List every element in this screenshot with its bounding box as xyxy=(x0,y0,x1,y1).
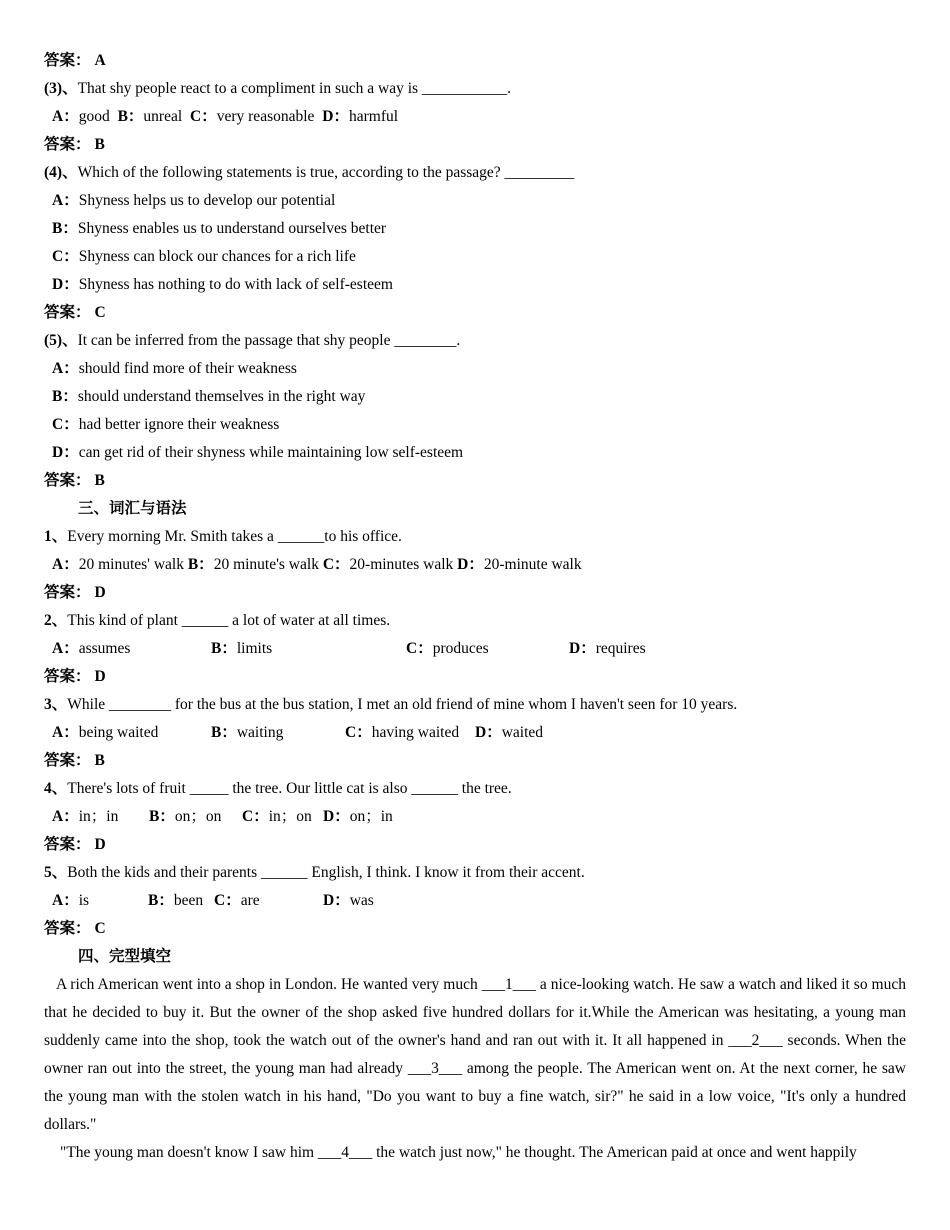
option-key: D： xyxy=(475,724,502,741)
option-text: on；on xyxy=(174,808,222,825)
option-text: in；in xyxy=(78,808,119,825)
option-key: B： xyxy=(52,220,78,237)
option-text: Shyness helps us to develop our potential xyxy=(78,192,336,209)
option-key: C： xyxy=(406,640,433,657)
option-key: A： xyxy=(52,108,79,125)
section-title-vocabulary-grammar: 三、词汇与语法 xyxy=(78,500,187,517)
option-key: A： xyxy=(52,192,79,209)
question-number: 4、 xyxy=(44,780,68,797)
option-text: Shyness has nothing to do with lack of self-esteem xyxy=(78,276,393,293)
question-number: (3)、 xyxy=(44,80,78,97)
answer-line xyxy=(44,831,906,859)
option-key: B： xyxy=(211,640,237,657)
option-line xyxy=(44,243,906,271)
question-text: Both the kids and their parents ______ English, I think. I know it from their accent. xyxy=(67,864,585,881)
option-text: harmful xyxy=(349,108,399,125)
answer-label: 答案： xyxy=(44,752,91,769)
answer-label: 答案： xyxy=(44,136,91,153)
cloze-paragraph-1: A rich American went into a shop in London. He wanted very much ___1___ a nice-looking watch. He saw a watch and liked it so much that he decided to buy it. But the owner of the shop asked five hundred dollars for it.While the American was hesitating, a young man suddenly came into the shop, took the watch out of the owner's hand and ran out with it. It all happened in ___2___ seconds. When the owner ran out into the street, the young man had already ___3___ among the people. The American went on. At the next corner, he saw the young man with the stolen watch in his hand, "Do you want to buy a fine watch, sir?" he said in a low voice, "It's only a hundred dollars." xyxy=(44,976,906,1133)
section-title-cloze: 四、完型填空 xyxy=(78,948,172,965)
answer-value: B xyxy=(94,752,105,769)
option-line xyxy=(44,271,906,299)
cloze-paragraph-2: "The young man doesn't know I saw him ___4___ the watch just now," he thought. The American paid at once and went happily xyxy=(60,1144,857,1161)
grammar-question-2 xyxy=(44,607,906,635)
answer-value: C xyxy=(94,304,106,321)
answer-value: B xyxy=(94,136,105,153)
option-key: B： xyxy=(148,892,174,909)
answer-label: 答案： xyxy=(44,304,91,321)
question-text: That shy people react to a compliment in such a way is ___________. xyxy=(77,80,512,97)
option-text: should find more of their weakness xyxy=(78,360,297,377)
option-key: C： xyxy=(322,556,350,573)
option-line xyxy=(44,383,906,411)
option-text: requires xyxy=(595,640,646,657)
option-text: assumes xyxy=(78,640,131,657)
grammar-question-5 xyxy=(44,859,906,887)
grammar-question-2-options xyxy=(44,635,906,663)
option-key: C： xyxy=(214,892,241,909)
option-key: C： xyxy=(242,808,269,825)
option-text: can get rid of their shyness while maintaining low self-esteem xyxy=(78,444,464,461)
option-text: been xyxy=(173,892,204,909)
question-text: It can be inferred from the passage that shy people ________. xyxy=(77,332,461,349)
grammar-question-4 xyxy=(44,775,906,803)
option-text: good xyxy=(78,108,110,125)
document-page xyxy=(44,47,906,1167)
question-text: There's lots of fruit _____ the tree. Our little cat is also ______ the tree. xyxy=(67,780,512,797)
answer-label: 答案： xyxy=(44,584,91,601)
option-text: waited xyxy=(501,724,544,741)
option-key: B： xyxy=(149,808,175,825)
answer-label: 答案： xyxy=(44,920,91,937)
option-line xyxy=(44,187,906,215)
grammar-question-4-options xyxy=(44,803,906,831)
answer-label: 答案： xyxy=(44,52,91,69)
answer-line xyxy=(44,747,906,775)
option-key: D： xyxy=(323,892,350,909)
option-text: 20 minutes' walk xyxy=(78,556,184,573)
answer-line xyxy=(44,915,906,943)
option-key: A： xyxy=(52,360,79,377)
option-key: A： xyxy=(52,808,79,825)
option-key: D： xyxy=(457,556,484,573)
option-key: C： xyxy=(190,108,217,125)
answer-line xyxy=(44,47,906,75)
answer-value: D xyxy=(94,836,106,853)
option-key: A： xyxy=(52,640,79,657)
option-text: limits xyxy=(236,640,273,657)
reading-question-3-options xyxy=(44,103,906,131)
grammar-question-3 xyxy=(44,691,906,719)
question-number: 1、 xyxy=(44,528,68,545)
option-key: A： xyxy=(52,724,79,741)
answer-line xyxy=(44,467,906,495)
answer-value: D xyxy=(94,584,106,601)
grammar-question-5-options xyxy=(44,887,906,915)
reading-question-3 xyxy=(44,75,906,103)
option-key: B： xyxy=(211,724,237,741)
option-line xyxy=(44,439,906,467)
question-text: Which of the following statements is true, according to the passage? _________ xyxy=(77,164,575,181)
option-text: being waited xyxy=(78,724,159,741)
question-number: (4)、 xyxy=(44,164,78,181)
option-key: D： xyxy=(52,444,79,461)
option-text: 20 minute's walk xyxy=(213,556,319,573)
option-key: C： xyxy=(345,724,372,741)
option-text: very reasonable xyxy=(216,108,315,125)
answer-value: A xyxy=(94,52,106,69)
grammar-question-1-options xyxy=(44,551,906,579)
option-key: C： xyxy=(52,248,79,265)
option-line xyxy=(44,215,906,243)
option-key: A： xyxy=(52,892,79,909)
option-text: on；in xyxy=(349,808,393,825)
grammar-question-1 xyxy=(44,523,906,551)
answer-value: D xyxy=(94,668,106,685)
question-text: Every morning Mr. Smith takes a ______to his office. xyxy=(67,528,402,545)
option-key: D： xyxy=(322,108,349,125)
option-key: D： xyxy=(569,640,596,657)
question-number: 5、 xyxy=(44,864,68,881)
option-line xyxy=(44,411,906,439)
option-text: in；on xyxy=(268,808,312,825)
option-line xyxy=(44,355,906,383)
option-text: having waited xyxy=(371,724,460,741)
question-text: This kind of plant ______ a lot of water at all times. xyxy=(67,612,391,629)
option-key: B： xyxy=(117,108,144,125)
answer-label: 答案： xyxy=(44,668,91,685)
question-number: 2、 xyxy=(44,612,68,629)
option-text: 20-minutes walk xyxy=(349,556,454,573)
option-text: waiting xyxy=(236,724,284,741)
option-key: B： xyxy=(187,556,214,573)
option-text: is xyxy=(78,892,90,909)
option-key: D： xyxy=(323,808,350,825)
answer-label: 答案： xyxy=(44,836,91,853)
answer-line xyxy=(44,579,906,607)
grammar-question-3-options xyxy=(44,719,906,747)
option-text: Shyness can block our chances for a rich life xyxy=(78,248,356,265)
answer-line xyxy=(44,131,906,159)
option-key: D： xyxy=(52,276,79,293)
question-number: 3、 xyxy=(44,696,68,713)
reading-question-5 xyxy=(44,327,906,355)
option-key: C： xyxy=(52,416,79,433)
option-text: Shyness enables us to understand ourselves better xyxy=(77,220,387,237)
answer-value: C xyxy=(94,920,106,937)
option-text: are xyxy=(240,892,260,909)
reading-question-4 xyxy=(44,159,906,187)
answer-line xyxy=(44,663,906,691)
option-text: had better ignore their weakness xyxy=(78,416,280,433)
option-key: B： xyxy=(52,388,78,405)
question-number: (5)、 xyxy=(44,332,78,349)
answer-value: B xyxy=(94,472,105,489)
answer-line xyxy=(44,299,906,327)
answer-label: 答案： xyxy=(44,472,91,489)
question-text: While ________ for the bus at the bus station, I met an old friend of mine whom I haven't seen for 10 years. xyxy=(67,696,738,713)
option-key: A： xyxy=(52,556,79,573)
option-text: 20-minute walk xyxy=(483,556,582,573)
option-text: unreal xyxy=(143,108,183,125)
option-text: was xyxy=(349,892,374,909)
option-text: should understand themselves in the right way xyxy=(77,388,366,405)
option-text: produces xyxy=(432,640,489,657)
